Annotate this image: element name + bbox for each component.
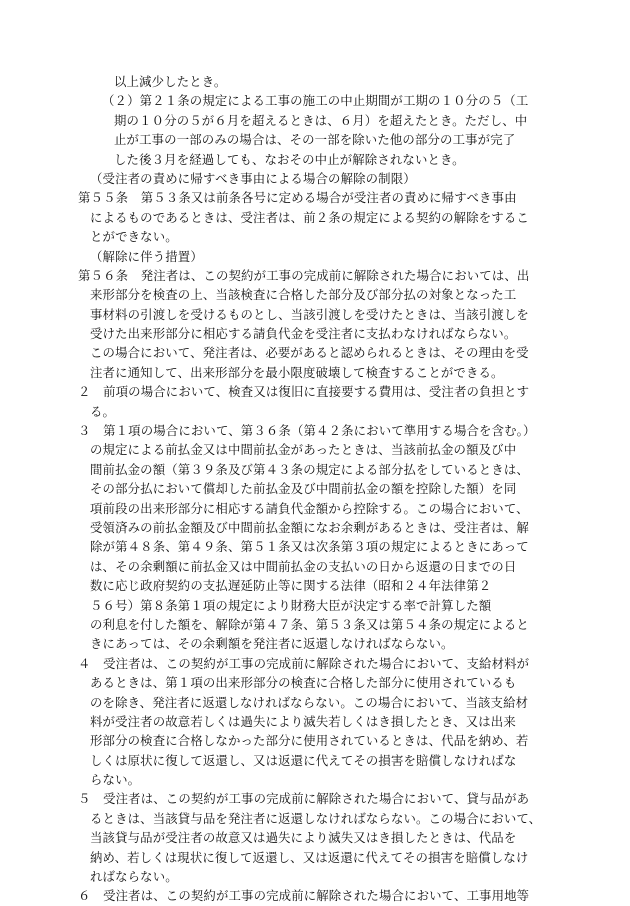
text-line: 数に応じ政府契約の支払遅延防止等に関する法律（昭和２４年法律第２ <box>90 578 492 594</box>
text-line: によるものであるときは、受注者は、前２条の規定による契約の解除をするこ <box>90 209 529 225</box>
paragraph-p-item2 <box>78 91 556 169</box>
text-line: きにあっては、その余剰額を発注者に返還しなければならない。 <box>90 636 454 652</box>
text-line: ればならない。 <box>90 869 178 885</box>
text-line: （受注者の責めに帰すべき事由による場合の解除の制限） <box>90 170 416 186</box>
text-line: 受けた出来形部分に相応する請負代金を受注者に支払わなければならない。 <box>90 326 517 342</box>
text-line: ４ 受注者は、この契約が工事の完成前に解除された場合において、支給材料が <box>78 655 530 671</box>
text-line: ５ 受注者は、この契約が工事の完成前に解除された場合において、貸与品があ <box>78 791 530 807</box>
paragraph-a55 <box>78 188 556 246</box>
text-line: 期の１０分の５が６月を超えるときは、６月）を超えたとき。ただし、中 <box>114 112 528 128</box>
paragraph-a56-5 <box>78 789 556 886</box>
text-line: 来形部分を検査の上、当該検査に合格した部分及び部分払の対象となった工 <box>90 287 517 303</box>
paragraph-h55 <box>78 169 556 188</box>
text-line: 除が第４８条、第４９条、第５１条又は次条第３項の規定によるときにあって <box>90 539 529 555</box>
text-line: の利息を付した額を、解除が第４７条、第５３条又は第５４条の規定によると <box>90 616 529 632</box>
text-line: 以上減少したとき。 <box>114 74 227 89</box>
text-line: ２ 前項の場合において、検査又は復旧に直接要する費用は、受注者の負担とす <box>78 384 530 400</box>
text-line: その部分払において償却した前払金及び中間前払金の額を控除した額）を同 <box>90 481 517 497</box>
text-line: 注者に通知して、出来形部分を最小限度破壊して検査することができる。 <box>90 364 504 380</box>
text-line: の規定による前払金又は中間前払金があったときは、当該前払金の額及び中 <box>90 442 517 458</box>
paragraph-a56-1 <box>78 266 556 382</box>
text-line: 受領済みの前払金額及び中間前払金額になお余剰があるときは、受注者は、解 <box>90 519 529 535</box>
text-line: この場合において、発注者は、必要があると認められるときは、その理由を受 <box>90 345 529 361</box>
text-line: ６ 受注者は、この契約が工事の完成前に解除された場合において、工事用地等 <box>78 888 530 904</box>
text-line: は、その余剰額に前払金又は中間前払金の支払いの日から返還の日までの日 <box>90 558 517 574</box>
text-line: 間前払金の額（第３９条及び第４３条の規定による部分払をしているときは、 <box>90 461 529 477</box>
text-line: のを除き、発注者に返還しなければならない。この場合において、当該支給材 <box>90 694 529 710</box>
paragraph-a56-2 <box>78 382 556 421</box>
text-line: 料が受注者の故意若しくは過失により滅失若しくはき損したとき、又は出来 <box>90 713 516 729</box>
text-line: 止が工事の一部のみの場合は、その一部を除いた他の部分の工事が完了 <box>114 132 516 148</box>
text-line: 形部分の検査に合格しなかった部分に使用されているときは、代品を納め、若 <box>90 733 529 749</box>
text-line: 当該貸与品が受注者の故意又は過失により滅失又はき損したときは、代品を <box>90 830 517 846</box>
text-line: （２）第２１条の規定による工事の施工の中止期間が工期の１０分の５（工 <box>102 93 529 109</box>
text-line: した後３月を経過しても、なおその中止が解除されないとき。 <box>114 151 465 167</box>
text-line: 第５６条 発注者は、この契約が工事の完成前に解除された場合においては、出 <box>78 267 530 283</box>
text-line: 第５５条 第５３条又は前条各号に定める場合が受注者の責めに帰すべき事由 <box>78 190 517 206</box>
paragraph-a56-3 <box>78 421 556 654</box>
paragraph-a56-4 <box>78 654 556 790</box>
text-line: 納め、若しくは現状に復して返還し、又は返還に代えてその損害を賠償しなけ <box>90 849 529 865</box>
text-line: しくは原状に復して返還し、又は返還に代えてその損害を賠償しなければな <box>90 752 517 768</box>
text-line: る。 <box>90 403 116 419</box>
text-line: 項前段の出来形部分に相応する請負代金額から控除する。この場合において、 <box>90 500 529 516</box>
text-line: らない。 <box>90 772 141 788</box>
text-line: るときは、当該貸与品を発注者に返還しなければならない。この場合において、 <box>90 810 542 826</box>
paragraph-h56 <box>78 247 556 266</box>
text-line: とができない。 <box>90 229 178 245</box>
text-line: （解除に伴う措置） <box>90 248 203 264</box>
text-line: ５６号）第８条第１項の規定により財務大臣が決定する率で計算した額 <box>90 597 492 613</box>
text-line: ３ 第１項の場合において、第３６条（第４２条において準用する場合を含む。） <box>78 423 536 439</box>
text-line: 事材料の引渡しを受けるものとし、当該引渡しを受けたときは、当該引渡しを <box>90 306 529 322</box>
document-body <box>78 72 556 906</box>
paragraph-p-prev-cont <box>78 72 556 91</box>
text-line: あるときは、第１項の出来形部分の検査に合格した部分に使用されているも <box>90 675 517 691</box>
